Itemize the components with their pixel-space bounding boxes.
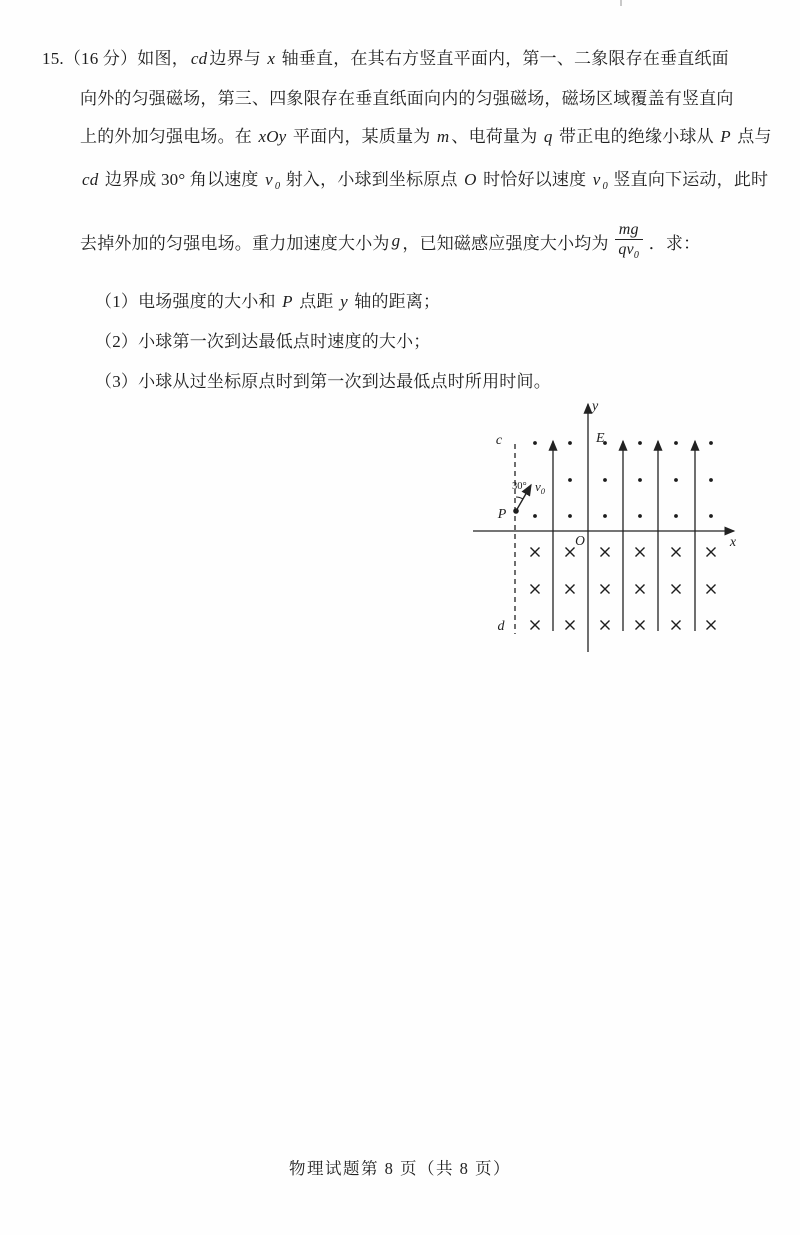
text-run: （1）电场强度的大小和 [95, 292, 281, 311]
problem-line-3 [80, 122, 772, 147]
flux-out-dot [674, 514, 678, 518]
subquestion-3 [95, 367, 551, 392]
angle-label: 30° [512, 481, 527, 492]
velocity-label-main: v [535, 479, 541, 494]
math-var: cd [82, 170, 99, 189]
math-var: v [265, 170, 273, 189]
math-var: g [391, 231, 401, 250]
flux-out-dot [568, 514, 572, 518]
scan-artifact-tick [620, 0, 622, 6]
boundary-c-label: c [495, 433, 503, 448]
text-run: 点距 [294, 292, 339, 311]
math-var: cd [190, 49, 208, 68]
flux-out-dot [709, 514, 713, 518]
subquestion-1 [95, 287, 440, 312]
math-var: P [720, 127, 731, 146]
flux-in-cross [601, 548, 610, 557]
math-subscript: 0 [274, 181, 281, 193]
flux-out-dot [568, 441, 572, 445]
flux-in-cross [636, 621, 645, 630]
text-run: 轴垂直，在其右方竖直平面内，第一、二象限存在垂直纸面 [277, 49, 729, 68]
velocity-label [535, 479, 546, 496]
fraction: $\frac{mg}{qv_0}$ [615, 221, 643, 262]
problem-line-5 [80, 212, 700, 270]
flux-in-cross [707, 621, 716, 630]
text-run: 边界成 30° 角以速度 [100, 170, 264, 189]
text-run: 上的外加匀强电场。在 [80, 127, 257, 146]
flux-in-cross [601, 621, 610, 630]
angle-arc [516, 497, 523, 499]
flux-in-cross [672, 548, 681, 557]
flux-in-cross [566, 548, 575, 557]
flux-in-cross [601, 585, 610, 594]
flux-out-dot [674, 441, 678, 445]
text-run: 15.（16 分）如图， [42, 49, 189, 68]
math-var: m [436, 127, 450, 146]
flux-in-cross [707, 548, 716, 557]
flux-in-cross [636, 548, 645, 557]
text-run: ．求： [648, 233, 701, 253]
flux-in-cross [566, 585, 575, 594]
text-run: 带正电的绝缘小球从 [554, 127, 719, 146]
flux-in-cross [531, 621, 540, 630]
y-axis-label: y [592, 399, 599, 414]
text-run: 射入，小球到坐标原点 [281, 170, 463, 189]
flux-out-dot [533, 441, 537, 445]
flux-out-dot [603, 478, 607, 482]
flux-out-dot [709, 441, 713, 445]
text-run: 边界与 [209, 49, 266, 68]
flux-in-cross [531, 585, 540, 594]
field-e-label: E [596, 431, 605, 446]
text-run: 平面内，某质量为 [288, 127, 435, 146]
flux-out-dot [674, 478, 678, 482]
math-subscript: 0 [602, 181, 608, 193]
flux-out-dot [638, 441, 642, 445]
text-run: ，已知磁感应强度大小均为 [402, 233, 609, 253]
problem-line-2 [80, 84, 734, 109]
text-run: 向外的匀强磁场，第三、四象限存在垂直纸面向内的匀强磁场，磁场区域覆盖有竖直向 [80, 89, 734, 108]
math-var: y [340, 292, 348, 311]
text-run: 时恰好以速度 [478, 170, 591, 189]
math-var: x [267, 49, 276, 68]
problem-line-1 [42, 44, 729, 69]
math-var: P [282, 292, 293, 311]
flux-out-dot [709, 478, 713, 482]
flux-in-cross [672, 621, 681, 630]
origin-label: O [575, 533, 585, 548]
flux-in-cross [672, 585, 681, 594]
point-p-label: P [497, 507, 507, 522]
math-var: xOy [258, 127, 287, 146]
flux-in-cross [707, 585, 716, 594]
text-run: （2）小球第一次到达最低点时速度的大小； [95, 332, 431, 351]
flux-out-dot [568, 478, 572, 482]
math-var: O [464, 170, 477, 189]
velocity-label-sub: 0 [540, 486, 546, 496]
text-run: 竖直向下运动，此时 [608, 170, 769, 189]
flux-out-dot [533, 514, 537, 518]
flux-out-dot [638, 478, 642, 482]
physics-diagram [458, 394, 758, 676]
text-run: 、电荷量为 [451, 127, 542, 146]
flux-in-cross [636, 585, 645, 594]
math-var: v [592, 170, 601, 189]
problem-line-4 [80, 165, 768, 192]
flux-out-dot [638, 514, 642, 518]
flux-out-dot [603, 514, 607, 518]
page-footer: 物理试题第 8 页（共 8 页） [289, 1159, 511, 1178]
flux-in-cross [566, 621, 575, 630]
text-run: 去掉外加的匀强电场。重力加速度大小为 [80, 233, 390, 253]
diagram-svg [458, 394, 758, 676]
text-run: 点与 [732, 127, 772, 146]
boundary-d-label: d [497, 619, 505, 634]
text-run: （3）小球从过坐标原点时到第一次到达最低点时所用时间。 [95, 372, 551, 391]
x-axis-label: x [729, 535, 737, 550]
flux-in-cross [531, 548, 540, 557]
math-var: q [543, 127, 553, 146]
subquestion-2 [95, 327, 431, 352]
text-run: 轴的距离； [349, 292, 441, 311]
